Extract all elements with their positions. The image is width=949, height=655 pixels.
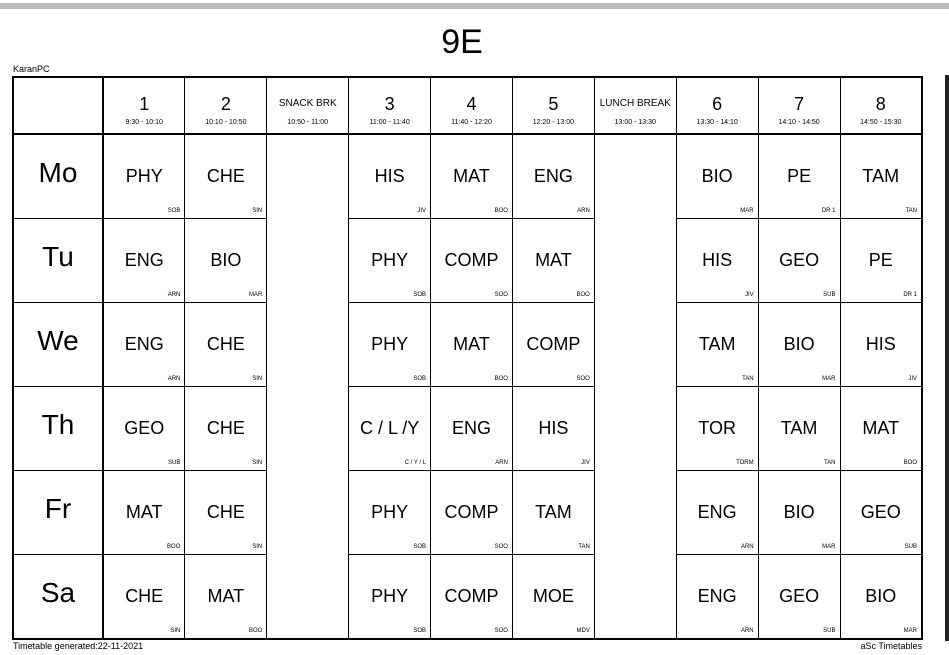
subject-label: TAM: [535, 502, 572, 523]
teacher-code: BOO: [494, 207, 508, 214]
teacher-code: BOO: [248, 628, 263, 634]
teacher-code: C / Y / L: [404, 460, 427, 467]
subject-label: PE: [868, 249, 893, 270]
day-label: Sa: [40, 577, 76, 609]
period-time: 9:30 - 10:10: [125, 119, 163, 126]
teacher-code: TAN: [742, 375, 754, 382]
period-time: 10:10 - 10:50: [205, 119, 247, 126]
teacher-code: SOO: [576, 375, 590, 382]
subject-label: ENG: [124, 249, 164, 270]
day-label: Fr: [44, 493, 72, 525]
subject-label: BIO: [865, 586, 897, 607]
lesson-cell: [840, 218, 922, 302]
lesson-cell: [431, 386, 513, 470]
lesson-cell: [185, 386, 267, 470]
break-cell: [594, 386, 676, 470]
teacher-code: JIV: [744, 291, 754, 298]
day-label: Tu: [42, 240, 74, 272]
teacher-code: BOO: [167, 544, 181, 551]
subject-label: BIO: [783, 333, 815, 354]
day-label-cell: [13, 218, 103, 302]
lesson-cell: [840, 471, 922, 555]
subject-label: TAM: [698, 333, 736, 354]
day-label: Th: [41, 408, 75, 440]
lesson-cell: [840, 302, 922, 386]
break-label: LUNCH BREAK: [599, 98, 671, 109]
period-number: 1: [139, 94, 150, 114]
subject-label: HIS: [865, 333, 896, 354]
teacher-code: TORM: [736, 460, 754, 467]
teacher-code: TAN: [823, 460, 836, 467]
break-cell: [594, 218, 676, 302]
lesson-cell: [676, 218, 758, 302]
subject-label: GEO: [779, 586, 820, 607]
lesson-cell: [676, 555, 758, 639]
day-label-cell: [13, 386, 103, 470]
lesson-cell: [758, 134, 840, 218]
period-number: 4: [466, 94, 477, 114]
teacher-code: ARN: [740, 544, 754, 551]
subject-label: BIO: [210, 249, 242, 270]
lesson-cell: [840, 386, 922, 470]
subject-label: PHY: [125, 166, 163, 186]
timetable-grid: [12, 76, 923, 640]
period-number: 8: [875, 94, 886, 114]
subject-label: CHE: [206, 417, 245, 438]
period-number: 2: [220, 94, 231, 114]
lesson-cell: [512, 555, 594, 639]
teacher-code: ARN: [167, 291, 181, 298]
subject-label: PHY: [371, 502, 409, 523]
corner-cell: [13, 77, 103, 134]
period-time: 11:40 - 12:20: [451, 119, 492, 126]
teacher-code: DR 1: [903, 291, 917, 298]
lesson-cell: [431, 218, 513, 302]
subject-label: GEO: [124, 417, 165, 438]
teacher-code: SIN: [252, 544, 263, 551]
break-cell: [594, 471, 676, 555]
day-row: [13, 218, 922, 302]
teacher-code: SOB: [413, 291, 427, 298]
lesson-cell: [103, 386, 185, 470]
lesson-cell: [349, 555, 431, 639]
subject-label: CHE: [206, 333, 245, 354]
computer-name: KaranPC: [13, 64, 50, 74]
period-header: [512, 77, 594, 134]
lesson-cell: [185, 302, 267, 386]
break-label: SNACK BRK: [278, 98, 337, 109]
period-number: 6: [712, 94, 723, 114]
period-header: [349, 77, 431, 134]
generated-date: Timetable generated:22-11-2021: [13, 641, 144, 651]
subject-label: MAT: [453, 333, 490, 354]
lesson-cell: [758, 555, 840, 639]
teacher-code: ARN: [495, 460, 508, 467]
lesson-cell: [349, 302, 431, 386]
subject-label: GEO: [860, 502, 901, 523]
teacher-code: SUB: [823, 291, 836, 298]
lesson-cell: [103, 218, 185, 302]
period-header: [431, 77, 513, 134]
lesson-cell: [349, 386, 431, 470]
teacher-code: SOO: [494, 628, 508, 634]
teacher-code: SOO: [494, 544, 508, 551]
period-time: 12:20 - 13:00: [532, 119, 575, 126]
subject-label: COMP: [526, 333, 581, 354]
break-cell: [267, 555, 349, 639]
subject-label: MAT: [125, 502, 163, 523]
break-cell: [267, 218, 349, 302]
subject-label: COMP: [444, 586, 499, 607]
period-header: [103, 77, 185, 134]
lesson-cell: [676, 471, 758, 555]
class-title: 9E: [441, 23, 483, 61]
right-edge-bar: [945, 75, 949, 641]
lesson-cell: [103, 471, 185, 555]
lesson-cell: [103, 555, 185, 639]
teacher-code: MAR: [822, 544, 836, 551]
subject-label: ENG: [533, 166, 573, 186]
period-header: [840, 77, 922, 134]
subject-label: CHE: [206, 502, 245, 523]
subject-label: HIS: [538, 417, 569, 438]
lesson-cell: [431, 302, 513, 386]
teacher-code: SOB: [167, 207, 181, 214]
subject-label: MOE: [532, 586, 574, 607]
lesson-cell: [185, 555, 267, 639]
break-cell: [594, 134, 676, 218]
subject-label: PHY: [371, 333, 409, 354]
subject-label: TOR: [698, 417, 737, 438]
lesson-cell: [103, 302, 185, 386]
subject-label: CHE: [206, 166, 245, 186]
break-cell: [267, 386, 349, 470]
period-header: [676, 77, 758, 134]
day-row: [13, 555, 922, 639]
lesson-cell: [840, 134, 922, 218]
subject-label: HIS: [702, 249, 733, 270]
lesson-cell: [185, 134, 267, 218]
subject-label: TAM: [780, 417, 818, 438]
teacher-code: ARN: [167, 375, 181, 382]
teacher-code: JIV: [417, 207, 427, 214]
teacher-code: SIN: [252, 460, 263, 467]
break-header: [267, 77, 349, 134]
subject-label: PHY: [371, 249, 409, 270]
header-row: [13, 77, 922, 134]
period-time: 13:00 - 13:30: [614, 119, 656, 126]
teacher-code: MDV: [576, 628, 590, 634]
teacher-code: MAR: [822, 375, 836, 382]
teacher-code: MAR: [903, 628, 917, 634]
period-time: 10:50 - 11:00: [287, 119, 329, 126]
lesson-cell: [676, 386, 758, 470]
day-label-cell: [13, 302, 103, 386]
lesson-cell: [758, 302, 840, 386]
teacher-code: JIV: [908, 375, 917, 382]
subject-label: GEO: [779, 249, 820, 270]
subject-label: BIO: [783, 502, 815, 523]
day-label: Mo: [38, 157, 78, 188]
teacher-code: SUB: [168, 460, 181, 467]
lesson-cell: [512, 471, 594, 555]
period-time: 14:50 - 15:30: [860, 119, 902, 126]
day-row: [13, 386, 922, 470]
day-label-cell: [13, 471, 103, 555]
subject-label: ENG: [452, 417, 492, 438]
teacher-code: ARN: [577, 207, 590, 214]
subject-label: ENG: [124, 333, 164, 354]
subject-label: TAM: [862, 166, 900, 186]
lesson-cell: [185, 218, 267, 302]
period-number: 7: [794, 94, 805, 114]
teacher-code: BOO: [903, 460, 917, 467]
subject-label: ENG: [697, 502, 737, 523]
lesson-cell: [512, 302, 594, 386]
period-time: 14:10 - 14:50: [778, 119, 820, 126]
subject-label: MAT: [207, 586, 245, 607]
teacher-code: SIN: [252, 207, 263, 214]
lesson-cell: [512, 386, 594, 470]
subject-label: COMP: [444, 249, 499, 270]
teacher-code: SOB: [413, 544, 427, 551]
lesson-cell: [840, 555, 922, 639]
timetable-body: [13, 134, 922, 639]
teacher-code: BOO: [576, 291, 590, 298]
teacher-code: BOO: [494, 375, 508, 382]
teacher-code: ARN: [740, 628, 754, 634]
top-border-bar: [0, 3, 949, 9]
teacher-code: SOB: [413, 628, 427, 634]
lesson-cell: [758, 471, 840, 555]
day-row: [13, 302, 922, 386]
subject-label: COMP: [444, 502, 499, 523]
break-cell: [594, 302, 676, 386]
lesson-cell: [185, 471, 267, 555]
lesson-cell: [349, 471, 431, 555]
subject-label: MAT: [535, 249, 572, 270]
teacher-code: SUB: [823, 628, 836, 634]
subject-label: PHY: [371, 586, 409, 607]
lesson-cell: [103, 134, 185, 218]
break-cell: [267, 471, 349, 555]
lesson-cell: [431, 555, 513, 639]
period-number: 3: [384, 94, 395, 114]
teacher-code: SIN: [252, 375, 263, 382]
lesson-cell: [512, 134, 594, 218]
teacher-code: SOB: [413, 375, 427, 382]
period-header: [758, 77, 840, 134]
lesson-cell: [431, 134, 513, 218]
break-cell: [594, 555, 676, 639]
teacher-code: SOO: [494, 291, 508, 298]
subject-label: MAT: [453, 166, 490, 186]
teacher-code: SIN: [170, 628, 181, 634]
period-header: [185, 77, 267, 134]
day-label: We: [37, 324, 79, 356]
teacher-code: MAR: [248, 291, 263, 298]
subject-label: MAT: [862, 417, 900, 438]
lesson-cell: [349, 218, 431, 302]
day-label-cell: [13, 555, 103, 639]
software-brand: aSc Timetables: [860, 641, 922, 651]
period-time: 13:30 - 14:10: [696, 119, 738, 126]
teacher-code: JIV: [581, 460, 590, 467]
lesson-cell: [349, 134, 431, 218]
subject-label: ENG: [697, 586, 737, 607]
period-number: 5: [548, 94, 559, 114]
lesson-cell: [676, 302, 758, 386]
subject-label: CHE: [125, 586, 164, 607]
lesson-cell: [512, 218, 594, 302]
lesson-cell: [676, 134, 758, 218]
break-header: [594, 77, 676, 134]
teacher-code: SUB: [904, 544, 917, 551]
lesson-cell: [431, 471, 513, 555]
break-cell: [267, 134, 349, 218]
break-cell: [267, 302, 349, 386]
teacher-code: DR 1: [821, 207, 836, 214]
period-time: 11:00 - 11:40: [369, 119, 410, 126]
teacher-code: TAN: [578, 544, 590, 551]
day-row: [13, 134, 922, 218]
teacher-code: TAN: [905, 207, 917, 214]
subject-label: PE: [787, 166, 812, 186]
day-label-cell: [13, 134, 103, 218]
subject-label: C / L /Y: [359, 417, 420, 438]
lesson-cell: [758, 218, 840, 302]
subject-label: HIS: [374, 166, 405, 186]
subject-label: BIO: [701, 166, 733, 186]
teacher-code: MAR: [740, 207, 754, 214]
lesson-cell: [758, 386, 840, 470]
day-row: [13, 471, 922, 555]
